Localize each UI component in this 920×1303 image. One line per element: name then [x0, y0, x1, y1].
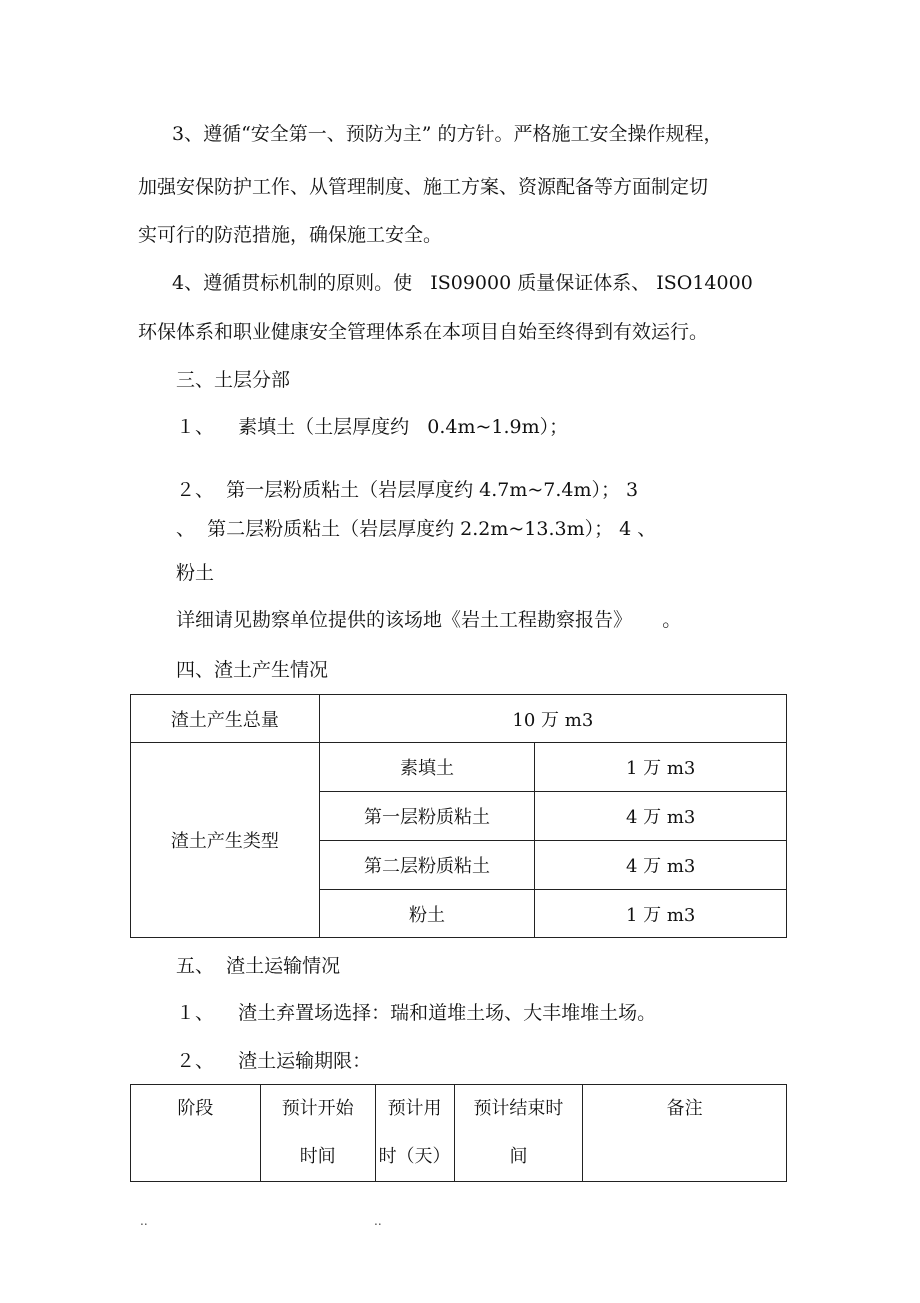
muck-type-amount: 1 万 m3	[535, 743, 787, 792]
header-stage: 阶段	[131, 1085, 261, 1182]
total-volume-value: 10 万 m3	[319, 695, 786, 743]
paragraph-4-line-2: 环保体系和职业健康安全管理体系在本项目自始至终得到有效运行。	[138, 321, 709, 343]
header-duration: 预计用 时（天）	[375, 1085, 454, 1182]
disposal-site-item: １、 渣土弃置场选择：瑞和道堆土场、大丰堆堆土场。	[176, 1002, 657, 1024]
soil-layer-item-1: １、 素填土（土层厚度约 0.4m~1.9m）；	[176, 416, 569, 438]
section-4-heading: 四、渣土产生情况	[176, 659, 329, 681]
footer-mark-left: ..	[140, 1214, 148, 1228]
survey-report-note: 详细请见勘察单位提供的该场地《岩土工程勘察报告》 。	[176, 609, 682, 631]
paragraph-3-line-2: 加强安保防护工作、从管理制度、施工方案、资源配备等方面制定切	[138, 176, 709, 198]
muck-type-name: 第一层粉质粘土	[319, 792, 535, 841]
muck-type-amount: 4 万 m3	[535, 841, 787, 890]
total-volume-label: 渣土产生总量	[131, 695, 320, 743]
muck-type-amount: 4 万 m3	[535, 792, 787, 841]
section-5-heading: 五、 渣土运输情况	[176, 955, 341, 977]
muck-type-label: 渣土产生类型	[131, 743, 320, 938]
header-start-time: 预计开始 时间	[260, 1085, 375, 1182]
muck-type-name: 素填土	[319, 743, 535, 792]
soil-layer-item-2: ２、 第一层粉质粘土（岩层厚度约 4.7m~7.4m）； 3	[176, 479, 639, 501]
muck-type-name: 第二层粉质粘土	[319, 841, 535, 890]
soil-layer-item-3: 、 第二层粉质粘土（岩层厚度约 2.2m~13.3m）； 4 、	[176, 518, 657, 540]
header-end-time: 预计结束时 间	[454, 1085, 583, 1182]
header-remarks: 备注	[583, 1085, 787, 1182]
soil-layer-item-4: 粉土	[176, 562, 215, 584]
footer-mark-right: ..	[374, 1214, 382, 1228]
paragraph-3-line-1: 3、遵循“安全第一、预防为主” 的方针。严格施工安全操作规程，	[172, 123, 723, 145]
muck-type-name: 粉土	[319, 890, 535, 938]
paragraph-4-line-1: 4、遵循贯标机制的原则。使 IS09000 质量保证体系、 ISO14000	[172, 272, 753, 294]
muck-type-amount: 1 万 m3	[535, 890, 787, 938]
muck-generation-table	[130, 694, 787, 938]
section-3-heading: 三、土层分部	[176, 369, 291, 391]
paragraph-3-line-3: 实可行的防范措施，确保施工安全。	[138, 224, 443, 246]
transport-schedule-table	[130, 1084, 787, 1182]
transport-period-item: ２、 渣土运输期限：	[176, 1050, 372, 1072]
